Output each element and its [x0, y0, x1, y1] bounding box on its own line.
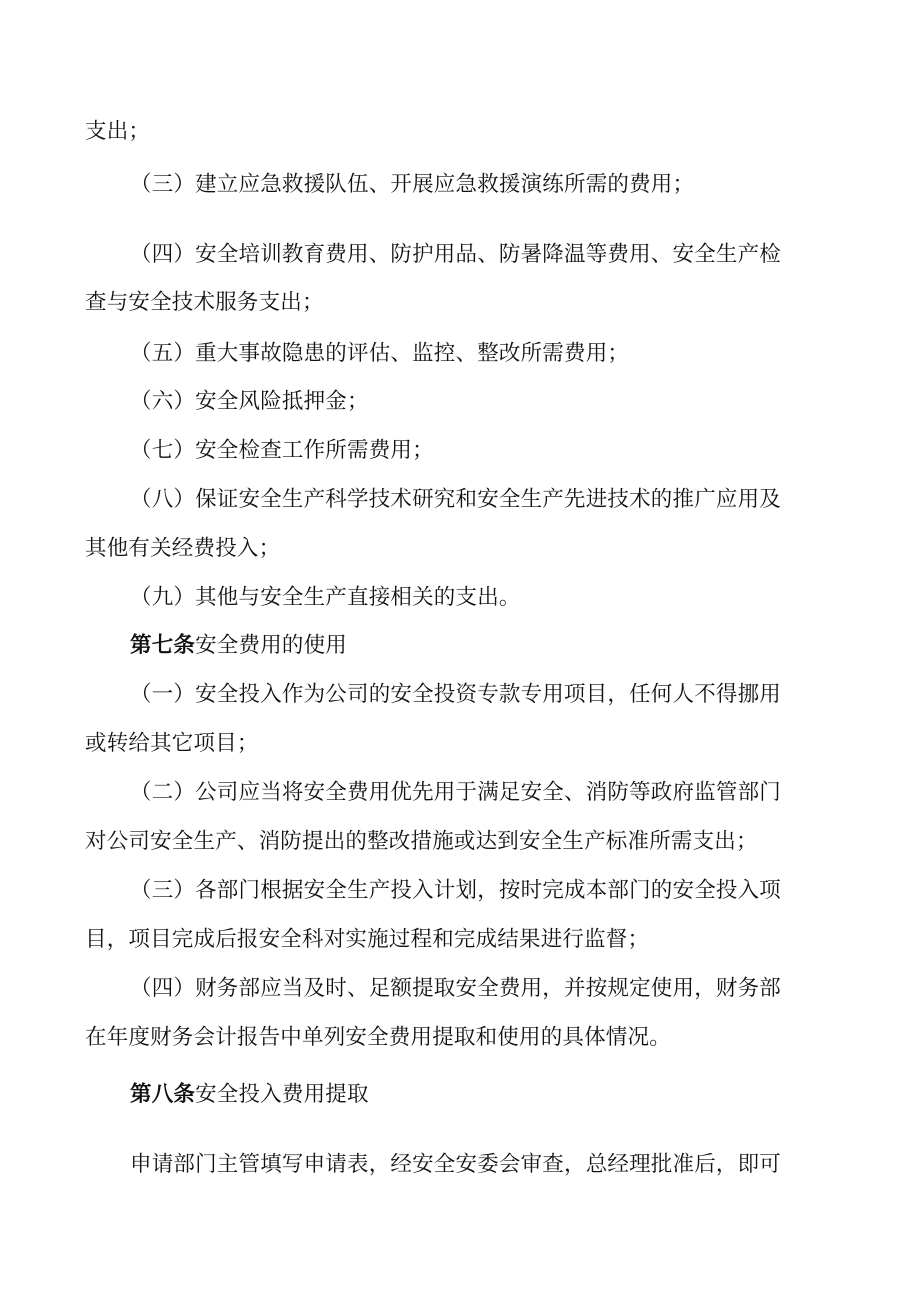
article-8-heading — [130, 1080, 369, 1110]
list-item: （一）安全投入作为公司的安全投资专款专用项目，任何人不得挪用 — [130, 682, 782, 707]
article-8-title: 安全投入费用提取 — [195, 1082, 369, 1107]
article-7-title: 安全费用的使用 — [195, 633, 348, 658]
list-item: （五）重大事故隐患的评估、监控、整改所需费用； — [130, 341, 630, 366]
text-line: 目，项目完成后报安全科对实施过程和完成结果进行监督； — [85, 927, 650, 952]
list-item: （九）其他与安全生产直接相关的支出。 — [130, 585, 521, 610]
list-item: （六）安全风险抵押金； — [130, 389, 369, 414]
list-item: （三）建立应急救援队伍、开展应急救援演练所需的费用； — [130, 172, 695, 197]
list-item: （八）保证安全生产科学技术研究和安全生产先进技术的推广应用及 — [130, 487, 782, 512]
list-item: （七）安全检查工作所需费用； — [130, 438, 434, 463]
text-line: 查与安全技术服务支出； — [85, 290, 324, 315]
list-item: （三）各部门根据安全生产投入计划，按时完成本部门的安全投入项 — [130, 878, 782, 903]
list-item: （四）安全培训教育费用、防护用品、防暑降温等费用、安全生产检 — [130, 242, 782, 267]
text-line: 对公司安全生产、消防提出的整改措施或达到安全生产标准所需支出； — [85, 829, 758, 854]
list-item: （四）财务部应当及时、足额提取安全费用，并按规定使用，财务部 — [130, 976, 782, 1001]
text-line: 在年度财务会计报告中单列安全费用提取和使用的具体情况。 — [85, 1025, 671, 1050]
article-7-heading — [130, 631, 347, 661]
list-item: （二）公司应当将安全费用优先用于满足安全、消防等政府监管部门 — [130, 780, 782, 805]
article-8-label: 第八条 — [130, 1082, 196, 1107]
text-line: 或转给其它项目； — [85, 731, 259, 756]
paragraph-line: 申请部门主管填写申请表，经安全安委会审查，总经理批准后，即可 — [130, 1152, 782, 1177]
text-line: 支出； — [85, 119, 151, 144]
article-7-label: 第七条 — [130, 633, 196, 658]
text-line: 其他有关经费投入； — [85, 536, 281, 561]
